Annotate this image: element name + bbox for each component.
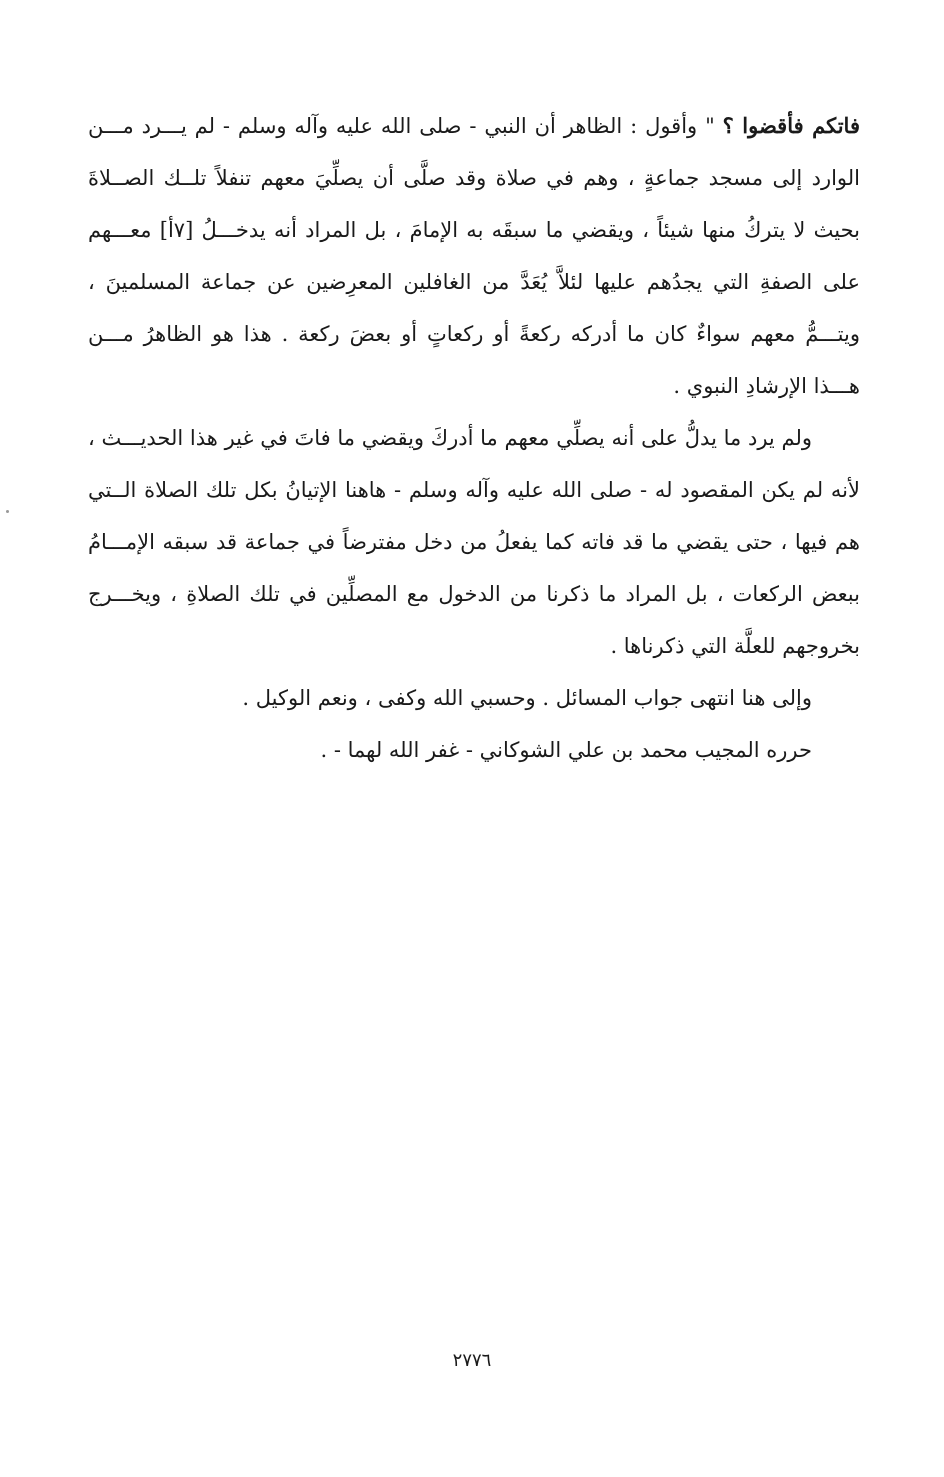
page-number: ٢٧٧٦ — [452, 1350, 492, 1371]
paragraph-2: ولم يرد ما يدلُّ على أنه يصلِّي معهم ما أدركَ ويقضي ما فاتَ في غير هذا الحديـــث ، لأنه لم يكن المقصود له - صلى الله عليه وآله وسلم - هاهنا الإتيانُ بكل تلك الصلاة الــتي هم فيها ، حتى يقضي ما قد فاته كما يفعلُ من دخل مفترضاً في جماعة قد سبقه الإمـــامُ ببعض الركعات ، بل المراد ما ذكرنا من الدخول مع المصلِّين في تلك الصلاةِ ، ويخـــرج بخروجهم للعلَّة التي ذكرناها . — [88, 426, 860, 658]
margin-mark — [6, 510, 9, 513]
paragraph-1 — [88, 100, 860, 412]
paragraph-1-bold-lead: فاتكم فأقضوا ؟ — [722, 113, 860, 138]
page-body — [88, 100, 860, 776]
closing-line-2: حرره المجيب محمد بن علي الشوكاني - غفر الله لهما - . — [320, 738, 812, 762]
paragraph-1-text: " وأقول : الظاهر أن النبي - صلى الله عليه وآله وسلم - لم يـــرد مـــن الوارد إلى مسجد جماعةٍ ، وهم في صلاة وقد صلَّى أن يصلِّيَ معهم تنفلاً تلــك الصــلاةَ بحيث لا يتركُ منها شيئاً ، ويقضي ما سبقَه به الإمامَ ، بل المراد أنه يدخـــلُ [٧أ] معـــهم على الصفةِ التي يجدُهم عليها لئلاَّ يُعَدَّ من الغافلين المعرِضين عن جماعة المسلمينَ ، ويتـــمُّ معهم سواءٌ كان ما أدركه ركعةً أو ركعاتٍ أو بعضَ ركعة . هذا هو الظاهرُ مـــن هـــذا الإرشادِ النبوي . — [88, 114, 860, 398]
closing-line-1: وإلى هنا انتهى جواب المسائل . وحسبي الله وكفى ، ونعم الوكيل . — [242, 686, 812, 710]
